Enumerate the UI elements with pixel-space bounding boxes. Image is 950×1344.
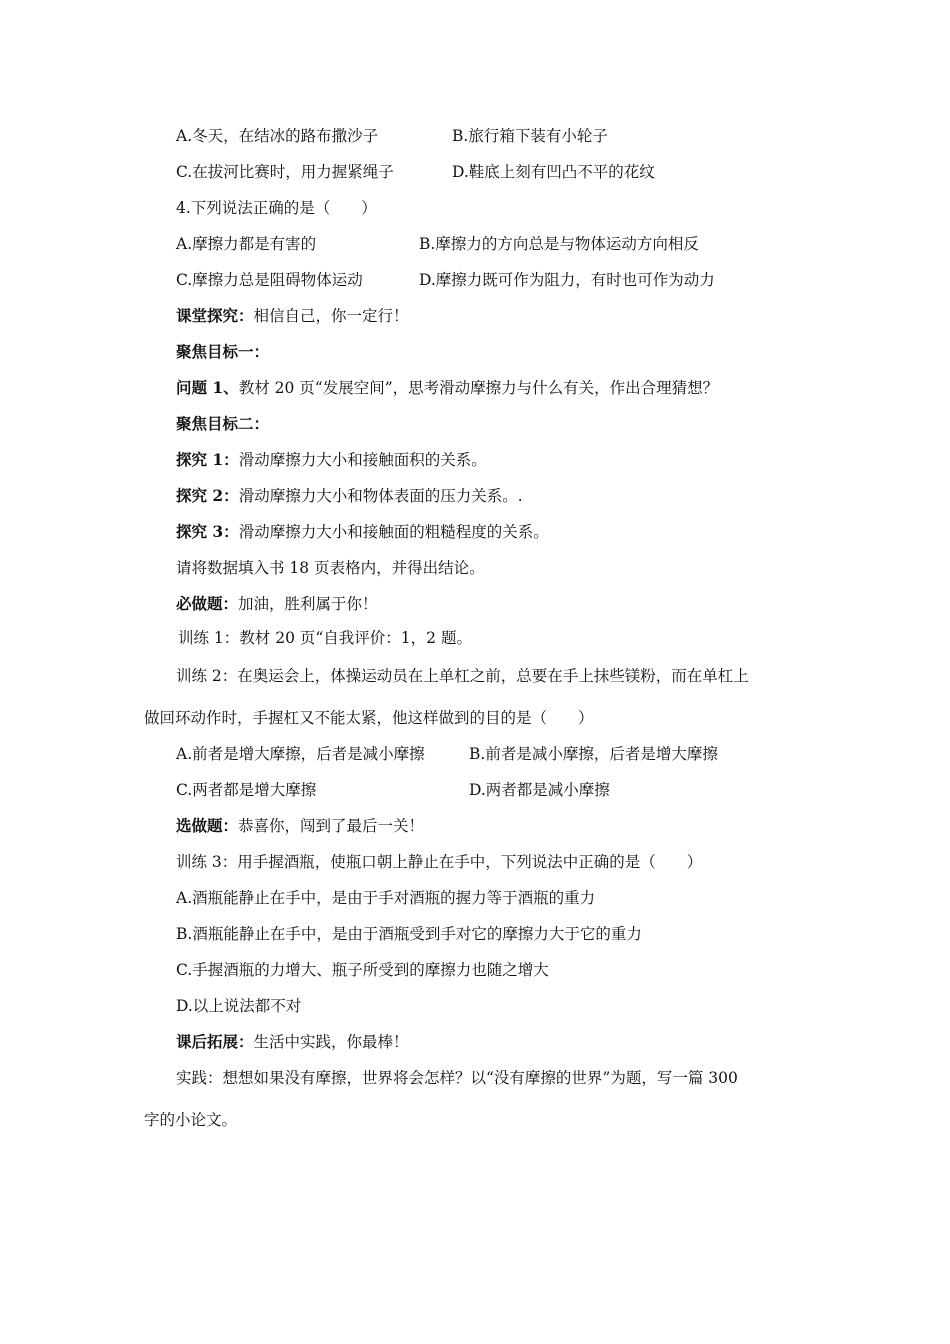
goal-two-heading: 聚焦目标二： xyxy=(176,414,270,433)
q3-option-d: D.鞋底上刻有凹凸不平的花纹 xyxy=(452,163,655,181)
required-label: 必做题： xyxy=(176,594,239,613)
q4-option-b: B.摩擦力的方向总是与物体运动方向相反 xyxy=(419,235,699,253)
training-3-option-b: B.酒瓶能静止在手中，是由于酒瓶受到手对它的摩擦力大于它的重力 xyxy=(176,925,642,943)
extension-label: 课后拓展： xyxy=(176,1032,254,1051)
optional-heading xyxy=(176,816,424,836)
q3-option-c: C.在拔河比赛时，用力握紧绳子 xyxy=(176,163,394,181)
question-1 xyxy=(176,378,718,398)
extension-text: 生活中实践，你最棒！ xyxy=(253,1033,409,1051)
q4-option-a: A.摩擦力都是有害的 xyxy=(176,235,317,253)
exploration-2 xyxy=(176,486,523,506)
q3-option-a: A.冬天，在结冰的路布撒沙子 xyxy=(176,127,379,145)
training-2-option-a: A.前者是增大摩擦，后者是减小摩擦 xyxy=(176,745,425,763)
fill-table-instruction: 请将数据填入书 18 页表格内，并得出结论。 xyxy=(176,559,485,577)
required-heading xyxy=(176,594,378,614)
classroom-text: 相信自己，你一定行！ xyxy=(253,307,409,325)
exploration-2-text: 滑动摩擦力大小和物体表面的压力关系。. xyxy=(238,487,523,505)
training-1: 训练 1：教材 20 页“自我评价：1，2 题。 xyxy=(178,629,472,647)
exploration-3 xyxy=(176,522,549,542)
optional-text: 恭喜你，闯到了最后一关！ xyxy=(238,817,425,835)
practice-line-2: 字的小论文。 xyxy=(144,1111,238,1129)
exploration-2-label: 探究 2： xyxy=(176,486,239,505)
practice-line-1: 实践：想想如果没有摩擦，世界将会怎样？以“没有摩擦的世界”为题，写一篇 300 xyxy=(176,1069,738,1087)
exploration-1-label: 探究 1： xyxy=(176,450,239,469)
training-2-option-c: C.两者都是增大摩擦 xyxy=(176,781,317,799)
exploration-3-label: 探究 3： xyxy=(176,522,239,541)
question-1-text: 教材 20 页“发展空间”，思考滑动摩擦力与什么有关，作出合理猜想？ xyxy=(238,379,719,397)
q4-stem: 4.下列说法正确的是（ ） xyxy=(176,199,377,217)
q4-option-c: C.摩擦力总是阻碍物体运动 xyxy=(176,271,363,289)
training-3: 训练 3：用手握酒瓶，使瓶口朝上静止在手中，下列说法中正确的是（ ） xyxy=(176,853,703,871)
classroom-label: 课堂探究： xyxy=(176,306,254,325)
training-3-option-c: C.手握酒瓶的力增大、瓶子所受到的摩擦力也随之增大 xyxy=(176,961,549,979)
training-3-option-d: D.以上说法都不对 xyxy=(176,997,302,1015)
training-3-option-a: A.酒瓶能静止在手中，是由于手对酒瓶的握力等于酒瓶的重力 xyxy=(176,889,596,907)
optional-label: 选做题： xyxy=(176,816,239,835)
required-text: 加油，胜利属于你！ xyxy=(238,595,378,613)
q4-option-d: D.摩擦力既可作为阻力，有时也可作为动力 xyxy=(419,271,715,289)
training-2-option-b: B.前者是减小摩擦，后者是增大摩擦 xyxy=(469,745,718,763)
q3-option-b: B.旅行箱下装有小轮子 xyxy=(452,127,608,145)
exploration-3-text: 滑动摩擦力大小和接触面的粗糙程度的关系。 xyxy=(238,523,549,541)
classroom-heading xyxy=(176,306,409,326)
goal-one-heading: 聚焦目标一： xyxy=(176,342,270,361)
training-2-line-1: 训练 2：在奥运会上，体操运动员在上单杠之前，总要在手上抹些镁粉，而在单杠上 xyxy=(176,667,749,685)
exploration-1 xyxy=(176,450,487,470)
extension-heading xyxy=(176,1032,409,1052)
training-2-line-2: 做回环动作时，手握杠又不能太紧，他这样做到的目的是（ ） xyxy=(144,709,594,727)
training-2-option-d: D.两者都是减小摩擦 xyxy=(469,781,610,799)
question-1-label: 问题 1、 xyxy=(176,378,239,397)
exploration-1-text: 滑动摩擦力大小和接触面积的关系。 xyxy=(238,451,487,469)
